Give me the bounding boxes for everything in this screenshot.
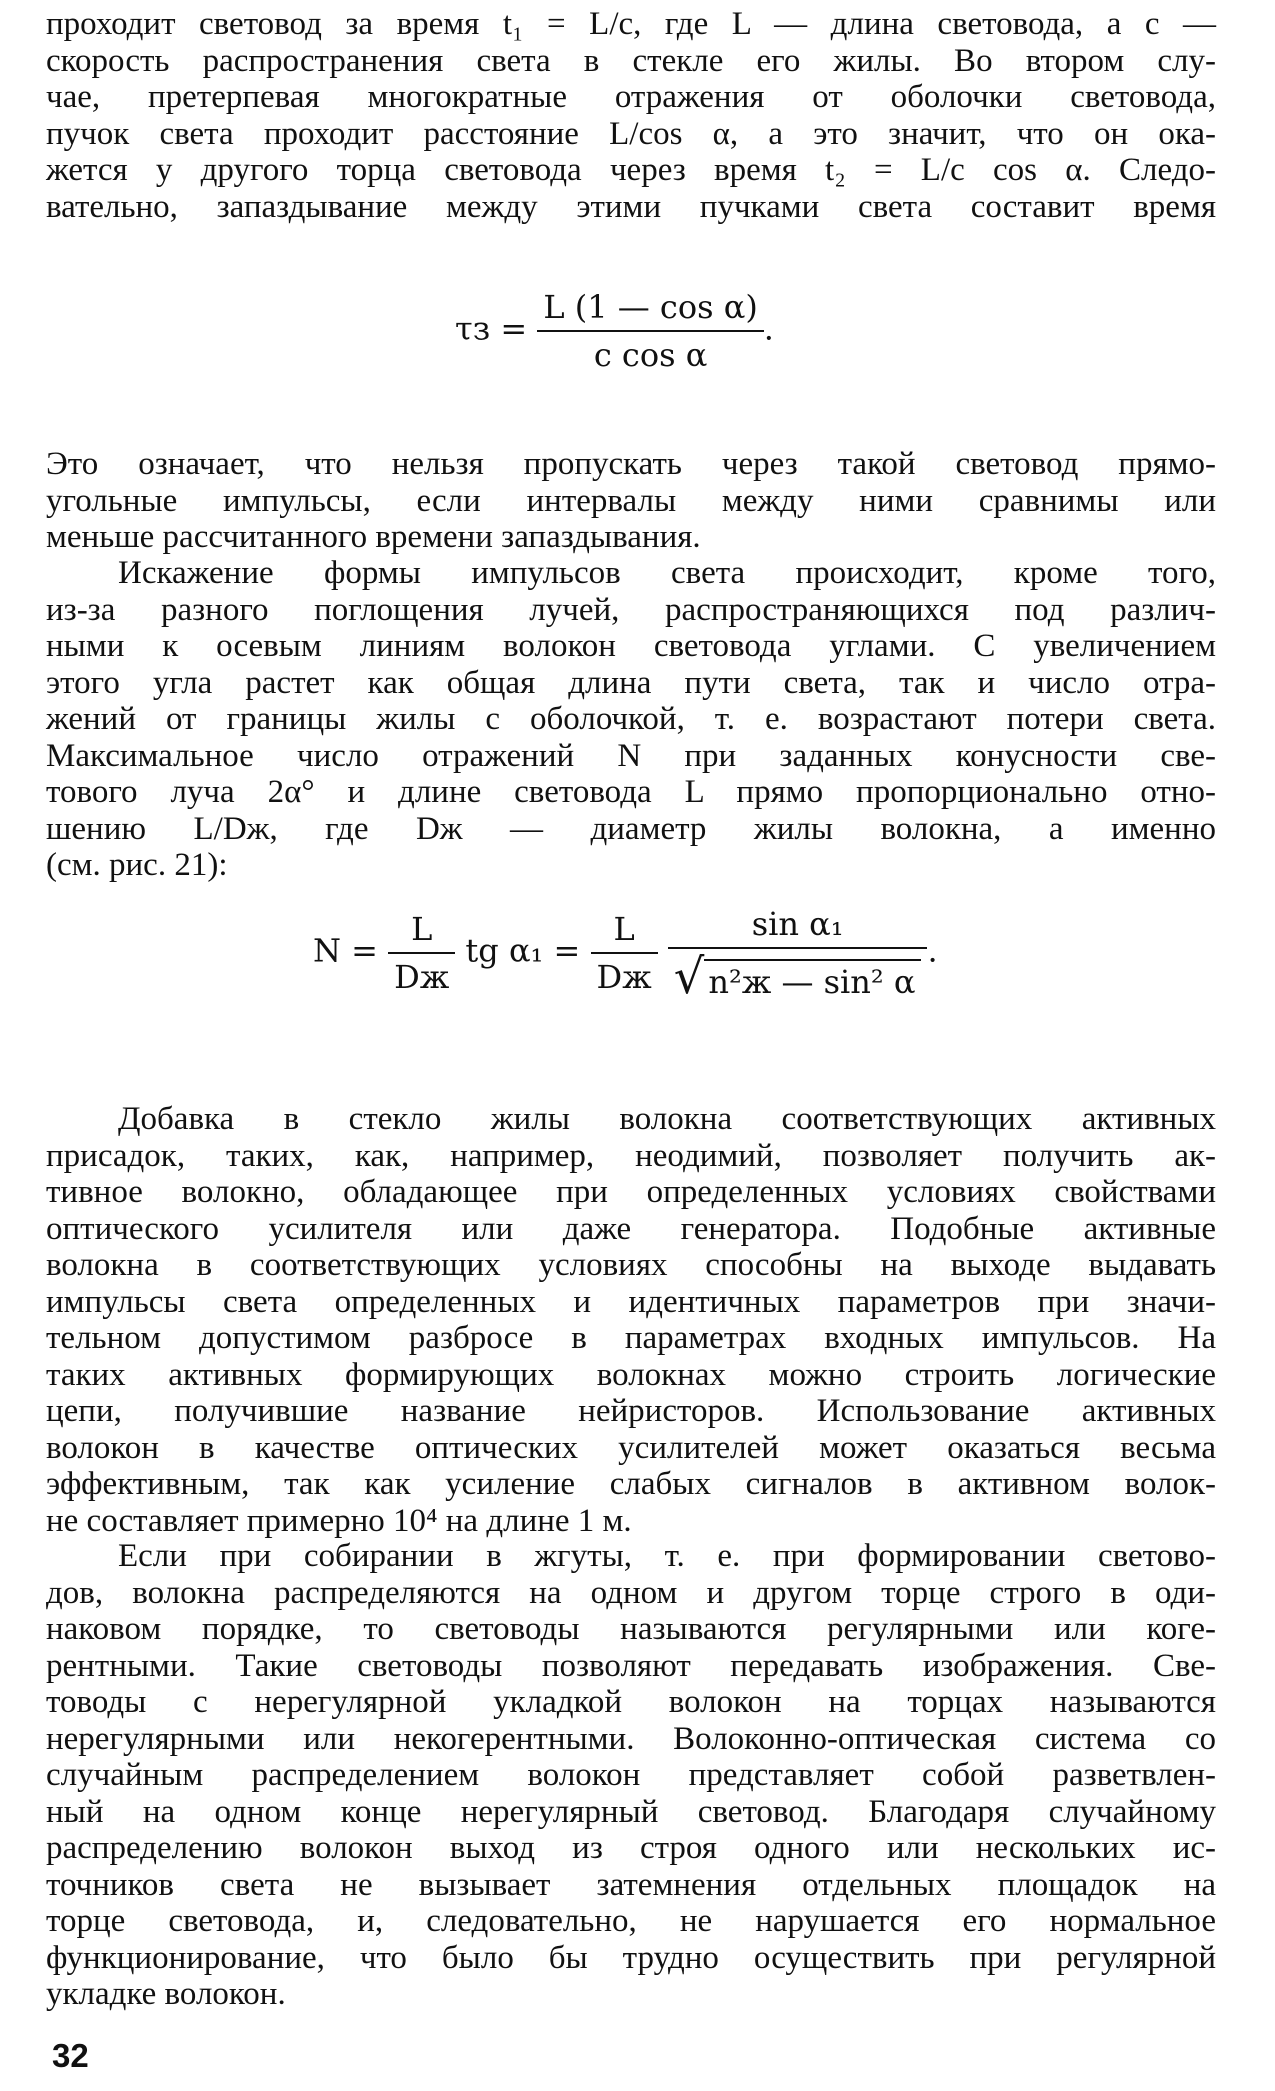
fraction-denominator: Dж (596, 958, 652, 996)
formula-lhs: τз = (455, 309, 528, 348)
text-line: наковом порядке, то световоды называются регулярными или коге- (46, 1611, 1216, 1647)
text-line: чае, претерпевая многократные отражения от оболочки световода, (46, 79, 1216, 115)
fraction-numerator: L (591, 910, 658, 954)
paragraph-4 (46, 1101, 1216, 1539)
fraction-numerator: L (1 — cos α) (537, 288, 763, 332)
radicand: n²ж — sin² α (704, 959, 921, 1001)
text-line: торце световода, и, следовательно, не нарушается его нормальное (46, 1903, 1216, 1939)
text-line: Искажение формы импульсов света происходит, кроме того, (118, 555, 1216, 591)
text-line: Добавка в стекло жилы волокна соответствующих активных (118, 1101, 1216, 1137)
fraction-denominator: Dж (394, 958, 450, 996)
text-line: (см. рис. 21): (46, 847, 228, 883)
text-line: присадок, таких, как, например, неодимий, позволяет получить ак- (46, 1137, 1216, 1174)
formula-lhs: N = (313, 931, 378, 970)
text-line: цепи, получившие название нейристоров. Использование активных (46, 1393, 1216, 1429)
text-line: меньше рассчитанного времени запаздывания. (46, 519, 701, 555)
text-line: скорость распространения света в стекле его жилы. Во втором слу- (46, 42, 1216, 79)
paragraph-5 (46, 1538, 1216, 2013)
text-line: пучок света проходит расстояние L/cos α, а это значит, что он ока- (46, 115, 1216, 152)
fraction-denominator (668, 949, 928, 1005)
fraction-numerator: L (388, 910, 455, 954)
text-line: нерегулярными или некогерентными. Волоконно-оптическая система со (46, 1720, 1216, 1757)
paragraph-3 (46, 555, 1216, 884)
paragraph-2 (46, 446, 1216, 556)
text-line: распределению волокон выход из строя одного или нескольких ис- (46, 1830, 1216, 1866)
text-line: дов, волокна распределяются на одном и другом торце строго в оди- (46, 1574, 1216, 1611)
text-line: вательно, запаздывание между этими пучками света составит время (46, 188, 1216, 225)
text-line: волокна в соответствующих условиях способны на выходе выдавать (46, 1247, 1216, 1283)
radical-sign: √ (673, 949, 705, 1005)
text-line: жется у другого торца световода через время t₂ = L/c cos α. Следо- (46, 152, 1216, 188)
text-line: укладке волокон. (46, 1976, 286, 2012)
text-line: этого угла растет как общая длина пути света, так и число отра- (46, 664, 1216, 701)
text-line: таких активных формирующих волокнах можно строить логические (46, 1356, 1216, 1393)
fraction-denominator: c cos α (593, 336, 708, 374)
formula-middle: tg α₁ = (465, 931, 581, 970)
fraction-numerator: sin α₁ (668, 905, 928, 949)
square-root (673, 949, 922, 1005)
text-line: тельном допустимом разбросе в параметрах входных импульсов. На (46, 1320, 1216, 1356)
text-line: тивное волокно, обладающее при определенных условиях свойствами (46, 1174, 1216, 1210)
text-line: Это означает, что нельзя пропускать через такой световод прямо- (46, 446, 1216, 482)
text-line: Максимальное число отражений N при заданных конусности све- (46, 737, 1216, 774)
text-line: товоды с нерегулярной укладкой волокон на торцах называются (46, 1684, 1216, 1720)
text-line: рентными. Такие световоды позволяют передавать изображения. Све- (46, 1647, 1216, 1684)
formula-end: . (927, 931, 938, 970)
text-line: тового луча 2α° и длине световода L прямо пропорционально отно- (46, 774, 1216, 810)
text-line: Если при собирании в жгуты, т. е. при формировании светово- (118, 1538, 1216, 1574)
formula-fraction (388, 910, 455, 996)
text-line: ный на одном конце нерегулярный световод. Благодаря случайному (46, 1793, 1216, 1830)
formula-end: . (763, 309, 774, 348)
text-line: ными к осевым линиям волокон световода углами. С увеличением (46, 628, 1216, 664)
paragraph-1 (46, 6, 1216, 225)
formula-fraction (668, 905, 928, 1005)
formula-delay-time (455, 288, 774, 374)
text-line: функционирование, что было бы трудно осуществить при регулярной (46, 1939, 1216, 1976)
formula-reflection-count (313, 905, 938, 1005)
text-line: жений от границы жилы с оболочкой, т. е. возрастают потери света. (46, 701, 1216, 737)
formula-fraction (591, 910, 658, 996)
text-line: не составляет примерно 10⁴ на длине 1 м. (46, 1502, 632, 1539)
text-line: волокон в качестве оптических усилителей может оказаться весьма (46, 1429, 1216, 1466)
text-line: из-за разного поглощения лучей, распространяющихся под различ- (46, 591, 1216, 628)
text-line: случайным распределением волокон представляет собой разветвлен- (46, 1757, 1216, 1793)
text-line: импульсы света определенных и идентичных параметров при значи- (46, 1283, 1216, 1320)
text-line: оптического усилителя или даже генератора. Подобные активные (46, 1210, 1216, 1247)
text-line: точников света не вызывает затемнения отдельных площадок на (46, 1866, 1216, 1903)
text-line: угольные импульсы, если интервалы между ними сравнимы или (46, 482, 1216, 519)
page-number: 32 (52, 2037, 89, 2074)
formula-fraction (537, 288, 763, 374)
text-line: шению L/Dж, где Dж — диаметр жилы волокна, а именно (46, 810, 1216, 847)
text-line: проходит световод за время t₁ = L/c, где L — длина световода, а c — (46, 6, 1216, 42)
text-line: эффективным, так как усиление слабых сигналов в активном волок- (46, 1466, 1216, 1502)
